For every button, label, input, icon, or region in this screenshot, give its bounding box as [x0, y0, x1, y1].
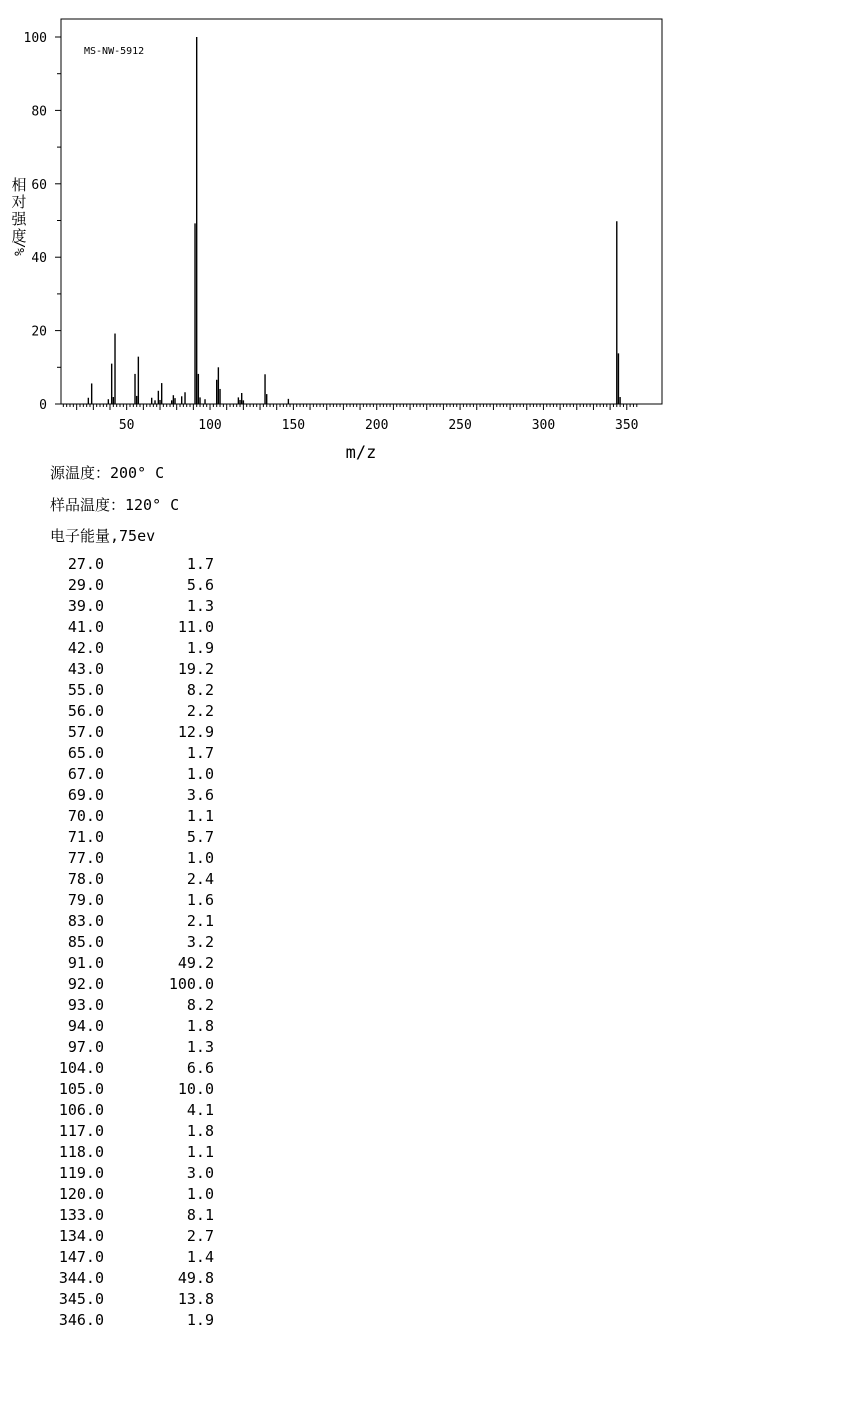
peak-mz: 120.0 [58, 1185, 104, 1203]
peak-intensity: 10.0 [177, 1080, 214, 1098]
peak-intensity: 13.8 [177, 1290, 214, 1308]
y-axis-label [11, 176, 28, 256]
peak-intensity: 1.7 [186, 744, 214, 762]
y-axis-label-char: 对 [11, 193, 27, 211]
y-axis-label-char: 相 [11, 176, 27, 194]
peak-intensity: 3.6 [186, 786, 214, 804]
peak-row [50, 1226, 250, 1247]
peak-mz: 92.0 [67, 975, 104, 993]
spectrum-bars [88, 37, 620, 404]
peak-row [50, 869, 250, 890]
axis-ticks [55, 37, 637, 410]
x-axis-label: m/z [345, 443, 377, 463]
peak-mz: 93.0 [67, 996, 104, 1014]
peak-row [50, 890, 250, 911]
peak-intensity: 3.2 [186, 933, 214, 951]
peak-intensity: 1.8 [186, 1017, 214, 1035]
peak-intensity: 49.8 [177, 1269, 214, 1287]
peak-mz: 91.0 [67, 954, 104, 972]
peak-mz: 39.0 [67, 597, 104, 615]
peak-row [50, 659, 250, 680]
peak-intensity: 11.0 [177, 618, 214, 636]
electron-energy: 电子能量,75ev [50, 527, 156, 545]
x-tick-labels [119, 418, 639, 433]
peak-row [50, 1079, 250, 1100]
peak-mz: 117.0 [58, 1122, 104, 1140]
peak-intensity: 49.2 [177, 954, 214, 972]
source-temperature: 源温度：200° C [50, 464, 165, 482]
peak-row [50, 953, 250, 974]
peak-mz: 118.0 [58, 1143, 104, 1161]
peak-mz: 83.0 [67, 912, 104, 930]
peak-row [50, 1247, 250, 1268]
peak-row [50, 1163, 250, 1184]
y-axis-label-unit: %/ [13, 240, 28, 256]
y-tick-label: 60 [31, 177, 47, 193]
peak-row [50, 1184, 250, 1205]
peak-intensity: 2.2 [186, 702, 214, 720]
peak-mz: 77.0 [67, 849, 104, 867]
peak-row [50, 1100, 250, 1121]
y-axis-label-char: 度 [11, 227, 27, 245]
peak-mz: 94.0 [67, 1017, 104, 1035]
peak-mz: 78.0 [67, 870, 104, 888]
peak-row [50, 638, 250, 659]
peak-intensity: 1.0 [186, 765, 214, 783]
peak-row [50, 785, 250, 806]
y-axis-label-char: 强 [11, 210, 27, 228]
peak-intensity: 5.6 [186, 576, 214, 594]
peak-row [50, 1310, 250, 1331]
peak-row [50, 848, 250, 869]
peak-row [50, 932, 250, 953]
peak-row [50, 827, 250, 848]
peak-mz: 67.0 [67, 765, 104, 783]
peak-intensity: 1.9 [186, 1311, 214, 1329]
y-tick-label: 100 [23, 31, 47, 46]
peak-mz: 147.0 [58, 1248, 104, 1266]
peak-intensity: 1.7 [186, 555, 214, 573]
y-tick-label: 40 [31, 251, 47, 267]
peak-row [50, 995, 250, 1016]
peak-intensity: 19.2 [177, 660, 214, 678]
peak-row [50, 1037, 250, 1058]
peak-row [50, 1121, 250, 1142]
x-tick-label: 50 [118, 418, 135, 433]
peak-row [50, 911, 250, 932]
peak-intensity: 1.9 [186, 639, 214, 657]
x-tick-label: 250 [448, 418, 472, 433]
sample-temperature: 样品温度：120° C [50, 496, 180, 514]
peak-intensity: 5.7 [186, 828, 214, 846]
peak-mz: 97.0 [67, 1038, 104, 1056]
peak-row [50, 974, 250, 995]
peak-intensity: 3.0 [186, 1164, 214, 1182]
peak-mz: 104.0 [58, 1059, 104, 1077]
mass-spectrum-chart [0, 0, 850, 470]
chart-title: MS-NW-5912 [84, 46, 145, 57]
peak-intensity: 8.1 [186, 1206, 214, 1224]
peak-mz: 70.0 [67, 807, 104, 825]
peak-intensity: 12.9 [177, 723, 214, 741]
peak-intensity: 2.1 [186, 912, 214, 930]
x-tick-label: 350 [615, 418, 639, 433]
y-tick-labels [24, 31, 47, 413]
peak-intensity: 1.3 [186, 1038, 214, 1056]
peak-mz: 119.0 [58, 1164, 104, 1182]
peak-mz: 42.0 [67, 639, 104, 657]
peak-row [50, 596, 250, 617]
x-tick-label: 200 [364, 418, 389, 433]
peak-mz: 133.0 [58, 1206, 104, 1224]
peak-intensity: 1.4 [186, 1248, 214, 1266]
peak-intensity: 2.7 [186, 1227, 214, 1245]
peak-intensity: 1.8 [186, 1122, 214, 1140]
peak-mz: 56.0 [67, 702, 104, 720]
peak-intensity: 8.2 [186, 681, 214, 699]
peak-row [50, 1058, 250, 1079]
peak-mz: 41.0 [67, 618, 104, 636]
peak-mz: 345.0 [58, 1290, 104, 1308]
peak-mz: 105.0 [58, 1080, 104, 1098]
peak-row [50, 617, 250, 638]
peak-mz: 85.0 [67, 933, 104, 951]
x-tick-label: 150 [281, 418, 306, 433]
peak-intensity: 4.1 [186, 1101, 214, 1119]
peak-intensity: 6.6 [186, 1059, 214, 1077]
peak-mz: 29.0 [67, 576, 104, 594]
peak-row [50, 701, 250, 722]
peak-row [50, 743, 250, 764]
peak-intensity: 2.4 [186, 870, 214, 888]
peak-row [50, 575, 250, 596]
peak-intensity: 1.6 [186, 891, 214, 909]
peak-mz: 65.0 [67, 744, 104, 762]
x-tick-label: 100 [198, 418, 222, 433]
peak-intensity: 1.1 [186, 807, 214, 825]
peak-mz: 71.0 [67, 828, 104, 846]
peak-row [50, 722, 250, 743]
peak-mz: 79.0 [67, 891, 104, 909]
peak-mz: 106.0 [58, 1101, 104, 1119]
peak-intensity: 100.0 [168, 975, 214, 993]
peak-mz: 27.0 [67, 555, 104, 573]
peak-row [50, 764, 250, 785]
x-tick-label: 300 [531, 418, 556, 433]
plot-frame [61, 19, 662, 404]
peak-intensity: 1.0 [186, 1185, 214, 1203]
peak-mz: 43.0 [67, 660, 104, 678]
peak-table [50, 554, 250, 1331]
peak-row [50, 1205, 250, 1226]
peak-row [50, 806, 250, 827]
peak-mz: 134.0 [58, 1227, 104, 1245]
peak-row [50, 1142, 250, 1163]
peak-row [50, 1268, 250, 1289]
y-tick-label: 0 [39, 398, 47, 413]
peak-intensity: 8.2 [186, 996, 214, 1014]
peak-intensity: 1.0 [186, 849, 214, 867]
peak-row [50, 554, 250, 575]
peak-mz: 55.0 [67, 681, 104, 699]
peak-row [50, 1016, 250, 1037]
y-tick-label: 80 [31, 104, 47, 120]
y-tick-label: 20 [31, 324, 47, 340]
peak-mz: 69.0 [67, 786, 104, 804]
peak-mz: 346.0 [58, 1311, 104, 1329]
peak-row [50, 680, 250, 701]
peak-mz: 344.0 [58, 1269, 104, 1287]
peak-intensity: 1.3 [186, 597, 214, 615]
peak-mz: 57.0 [67, 723, 104, 741]
peak-intensity: 1.1 [186, 1143, 214, 1161]
peak-row [50, 1289, 250, 1310]
